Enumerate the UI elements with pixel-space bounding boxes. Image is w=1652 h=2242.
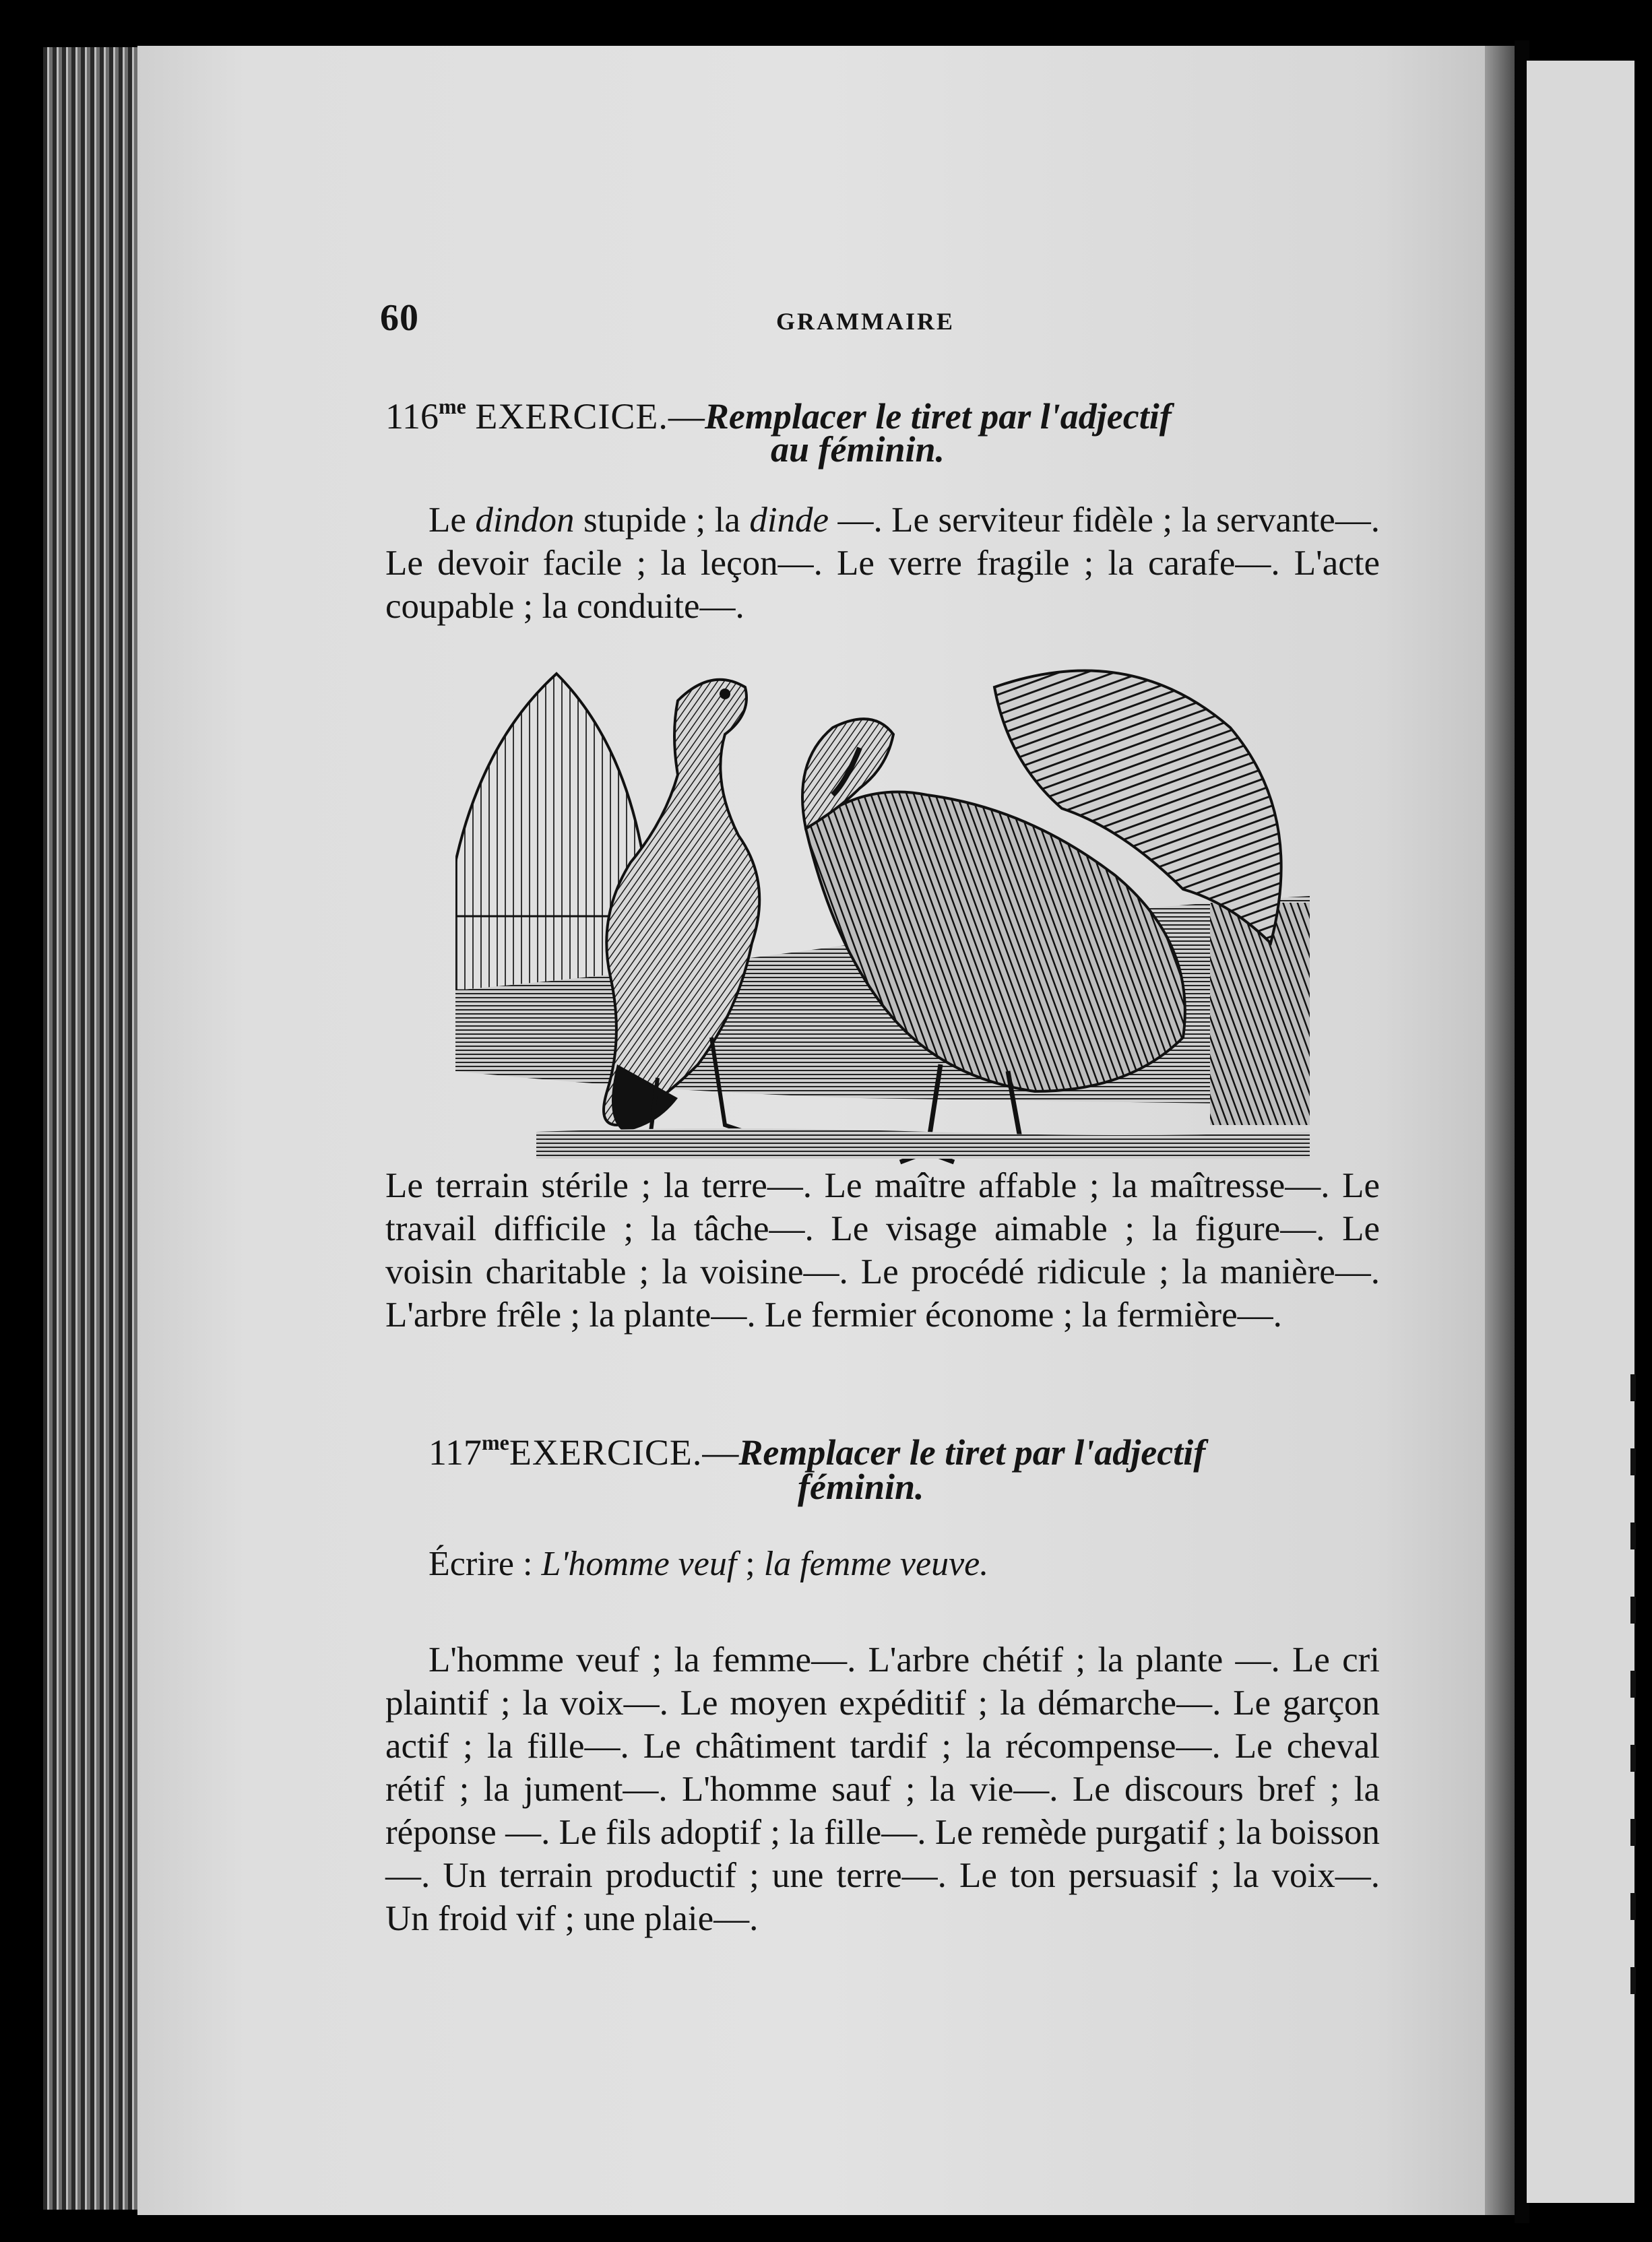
exercise-116-word: EXERCICE. [475,396,668,437]
page-number: 60 [380,297,419,339]
example-masculine: L'homme veuf [541,1545,737,1583]
example-label: Écrire : [428,1545,542,1583]
word-dinde: dinde [749,501,829,540]
turkey-engraving-illustration [455,660,1310,1167]
exercise-117-word: EXERCICE. [509,1432,703,1473]
exercise-116-instruction: Remplacer le tiret par l'adjectif [704,396,1172,437]
exercise-117-instruction: Remplacer le tiret par l'adjectif [738,1432,1206,1473]
exercise-117-dash: — [702,1432,739,1473]
exercise-116-number: $116^{me}$ [385,394,466,437]
exercise-116-paragraph-2: Le terrain stérile ; la terre—. Le maître affable ; la maîtresse—. Le travail difficile ; la tâche—. Le visage aimable ; la figure—. Le voisin charitable ; la voisine—. Le procédé ridicule ; la manière—. L'arbre frêle ; la plante—. Le fermier économe ; la fermière—. [385,1166,1380,1335]
exercise-117-paragraph: L'homme veuf ; la femme—. L'arbre chétif ; la plante —. Le cri plaintif ; la voix—. Le moyen expéditif ; la démarche—. Le garçon actif ; la fille—. Le châtiment tardif ; la récompense—. Le cheval rétif ; la jument—. L'homme sauf ; la vie—. Le discours bref ; la réponse —. Le fils adoptif ; la fille—. Le remède purgatif ; la boisson—. Un terrain productif ; une terre—. Le ton persuasif ; la voix—. Un froid vif ; une plaie—. [385,1640,1380,1938]
exercise-116-paragraph-1: Le dindon stupide ; la dinde —. Le serviteur fidèle ; la servante—. Le devoir facile ; la leçon—. Le verre fragile ; la carafe—. L'acte coupable ; la conduite—. [385,501,1380,626]
foreground-ground [536,1128,1310,1159]
exercise-116-instruction-line2: au féminin. [771,429,945,470]
exercise-117-instruction-line2: féminin. [798,1467,924,1507]
facing-page-edge [1527,61,1634,2203]
facing-page-marks [1630,1374,1636,2021]
exercise-117-example: Écrire : L'homme veuf ; la femme veuve. [428,1545,989,1583]
example-feminine: la femme veuve. [763,1545,989,1583]
exercise-116-dash: — [668,396,705,437]
exercise-117-number: $117^{me}$ [428,1430,509,1473]
book-page-edges [43,47,137,2210]
running-title: GRAMMAIRE [776,308,955,335]
word-dindon: dindon [475,501,575,540]
